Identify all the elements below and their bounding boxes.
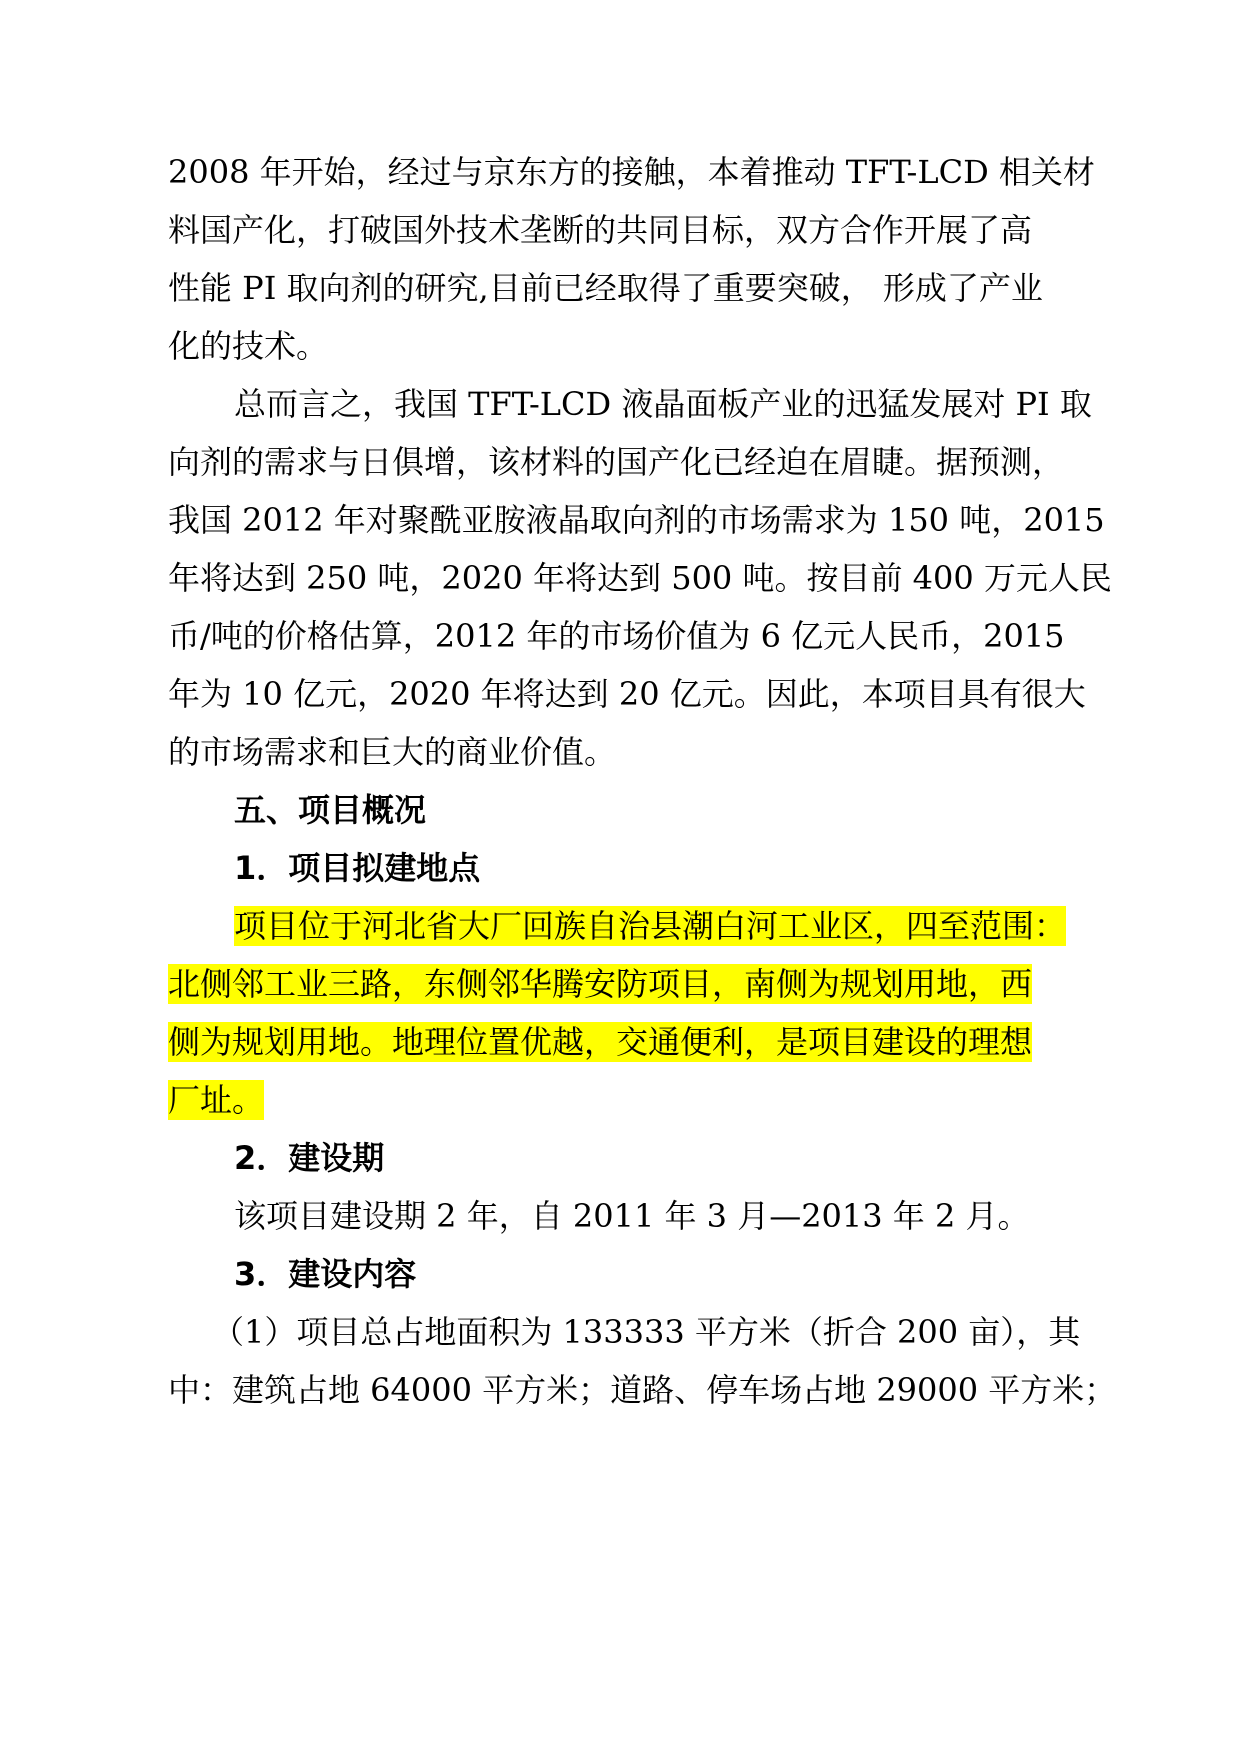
highlighted-paragraph-line-1: 项目位于河北省大厂回族自治县潮白河工业区，四至范围： xyxy=(234,907,1067,945)
paragraph-1-line-1: 2008 年开始，经过与京东方的接触，本着推动 TFT-LCD 相关材 xyxy=(168,153,1095,191)
section-heading-5: 五、项目概况 xyxy=(234,791,427,829)
paragraph-5-line-2: 中：建筑占地 64000 平方米；道路、停车场占地 29000 平方米； xyxy=(168,1371,1117,1409)
subheading-3: 3．建设内容 xyxy=(234,1255,417,1293)
paragraph-5-line-1: （1）项目总占地面积为 133333 平方米（折合 200 亩），其 xyxy=(212,1313,1081,1351)
paragraph-2-line-1: 总而言之，我国 TFT-LCD 液晶面板产业的迅猛发展对 PI 取 xyxy=(234,385,1092,423)
highlighted-paragraph-line-2: 北侧邻工业三路，东侧邻华腾安防项目，南侧为规划用地，西 xyxy=(168,965,1033,1003)
paragraph-2-line-6: 年为 10 亿元，2020 年将达到 20 亿元。因此，本项目具有很大 xyxy=(168,675,1086,713)
subheading-1: 1．项目拟建地点 xyxy=(234,849,481,887)
paragraph-2-line-5: 币/吨的价格估算，2012 年的市场价值为 6 亿元人民币，2015 xyxy=(168,617,1065,655)
highlighted-paragraph-line-3: 侧为规划用地。地理位置优越，交通便利，是项目建设的理想 xyxy=(168,1023,1033,1061)
paragraph-2-line-7: 的市场需求和巨大的商业价值。 xyxy=(168,733,617,771)
subheading-2: 2．建设期 xyxy=(234,1139,385,1177)
paragraph-2-line-2: 向剂的需求与日俱增，该材料的国产化已经迫在眉睫。据预测， xyxy=(168,443,1065,481)
paragraph-1-line-4: 化的技术。 xyxy=(168,327,329,365)
paragraph-1-line-3: 性能 PI 取向剂的研究,目前已经取得了重要突破， 形成了产业 xyxy=(168,269,1043,307)
paragraph-1-line-2: 料国产化，打破国外技术垄断的共同目标，双方合作开展了高 xyxy=(168,211,1033,249)
paragraph-2-line-3: 我国 2012 年对聚酰亚胺液晶取向剂的市场需求为 150 吨，2015 xyxy=(168,501,1105,539)
paragraph-4: 该项目建设期 2 年，自 2011 年 3 月—2013 年 2 月。 xyxy=(234,1197,1030,1235)
highlighted-paragraph-line-4: 厂址。 xyxy=(168,1081,265,1119)
paragraph-2-line-4: 年将达到 250 吨，2020 年将达到 500 吨。按目前 400 万元人民 xyxy=(168,559,1112,597)
